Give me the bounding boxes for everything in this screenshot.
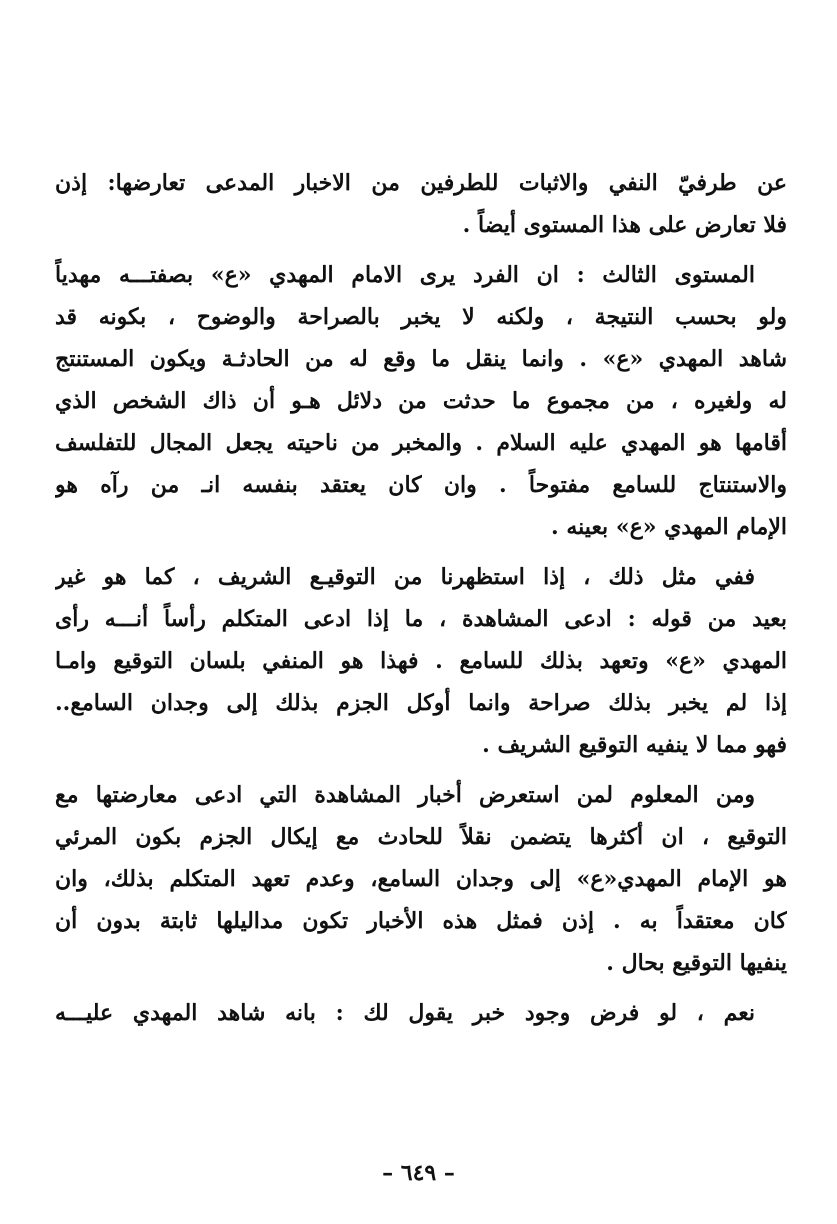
text-line: ولو بحسب النتيجة ، ولكنه لا يخبر بالصراحة والوضوح ، بكونه قد — [55, 304, 787, 330]
text-line: أقامها هو المهدي عليه السلام . والمخبر من ناحيته يجعل المجال للتفلسف — [55, 430, 787, 456]
text-line: التوقيع ، ان أكثرها يتضمن نقلاً للحادث مع إيكال الجزم بكون المرئي — [55, 824, 787, 850]
body-text — [55, 162, 787, 1042]
text-line: إذا لم يخبر بذلك صراحة وانما أوكل الجزم بذلك إلى وجدان السامع.. — [55, 690, 787, 716]
text-line: بعيد من قوله : ادعى المشاهدة ، ما إذا ادعى المتكلم رأساً أنـــه رأى — [55, 606, 787, 632]
text-line: له ولغيره ، من مجموع ما حدثت من دلائل هـو أن ذاك الشخص الذي — [55, 388, 787, 414]
text-line: فهو مما لا ينفيه التوقيع الشريف . — [482, 732, 787, 758]
text-line: المستوى الثالث : ان الفرد يرى الامام المهدي «ع» بصفتـــه مهدياً — [55, 262, 755, 288]
text-line: ومن المعلوم لمن استعرض أخبار المشاهدة التي ادعى معارضتها مع — [55, 782, 755, 808]
paragraph-4 — [55, 774, 787, 984]
text-line: شاهد المهدي «ع» . وانما ينقل ما وقع له من الحادثـة ويكون المستنتج — [55, 346, 787, 372]
text-line: عن طرفيّ النفي والاثبات للطرفين من الاخبار المدعى تعارضها: إذن — [55, 170, 787, 196]
text-line: ففي مثل ذلك ، إذا استظهرنا من التوقيـع الشريف ، كما هو غير — [55, 564, 755, 590]
paragraph-2 — [55, 254, 787, 548]
text-line: نعم ، لو فرض وجود خبر يقول لك : بانه شاهد المهدي عليـــه — [55, 1000, 755, 1026]
paragraph-1 — [55, 162, 787, 246]
paragraph-3 — [55, 556, 787, 766]
text-line: هو الإمام المهدي«ع» إلى وجدان السامع، وعدم تعهد المتكلم بذلك، وان — [55, 866, 787, 892]
text-line: والاستنتاج للسامع مفتوحاً . وان كان يعتقد بنفسه انـ من رآه هو — [55, 472, 787, 498]
page-number: – ٦٤٩ – — [382, 1160, 455, 1186]
text-line: كان معتقداً به . إذن فمثل هذه الأخبار تكون مداليلها ثابتة بدون أن — [55, 908, 787, 934]
paragraph-5 — [55, 992, 787, 1034]
text-line: المهدي «ع» وتعهد بذلك للسامع . فهذا هو المنفي بلسان التوقيع وامـا — [55, 648, 787, 674]
text-line: فلا تعارض على هذا المستوى أيضاً . — [462, 212, 787, 238]
text-line: ينفيها التوقيع بحال . — [606, 950, 787, 976]
text-line: الإمام المهدي «ع» بعينه . — [551, 514, 787, 540]
